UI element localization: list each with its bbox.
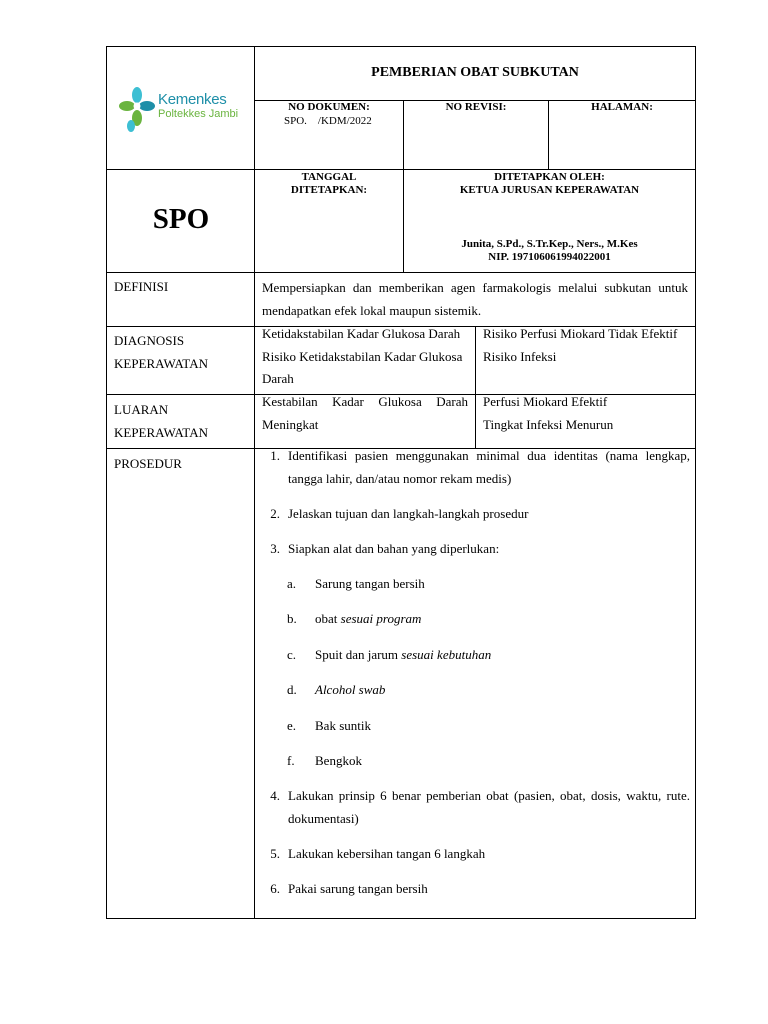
ditetapkan-line2: KETUA JURUSAN KEPERAWATAN [459,184,640,196]
diagnosis-item: Risiko Infeksi [483,348,557,364]
procedure-step [262,878,690,901]
luaran-label [114,399,208,444]
diagnosis-label-line2: KEPERAWATAN [114,355,208,371]
item-text: Bak suntik [315,718,371,733]
item-letter: d. [287,682,297,697]
step-number: 5. [270,846,280,861]
equipment-item [287,750,362,773]
step-number: 1. [270,448,280,463]
step-number: 2. [270,506,280,521]
item-text-italic: Alcohol swab [315,682,386,697]
step-number: 6. [270,881,280,896]
logo-subtitle: Poltekkes Jambi [158,108,239,120]
procedure-step [262,445,690,490]
row-divider [106,169,696,170]
procedure-step [262,843,690,866]
procedure-step [262,785,690,830]
signer-name: Junita, S.Pd., S.Tr.Kep., Ners., M.Kes [461,238,638,250]
item-letter: f. [287,753,295,768]
item-text-italic: sesuai kebutuhan [401,647,492,662]
item-letter: e. [287,718,297,733]
signer-block [404,238,695,264]
luaran-item: Perfusi Miokard Efektif [483,394,608,409]
no-revisi-label: NO REVISI: [445,101,507,113]
kemenkes-logo [118,84,243,136]
equipment-item [287,644,491,667]
step-text: Identifikasi pasien menggunakan minimal dua identitas (nama lengkap, tangga lahir, dan/atau nomor rekam medis) [288,448,690,486]
step-text: Siapkan alat dan bahan yang diperlukan: [288,541,500,556]
no-dokumen-value: SPO. /KDM/2022 [284,115,372,127]
document-title: PEMBERIAN OBAT SUBKUTAN [371,65,579,80]
diagnosis-item: Ketidakstabilan Kadar Glukosa Darah [262,326,461,341]
column-divider [475,326,476,448]
luaran-left: Kestabilan Kadar Glukosa Darah Meningkat [262,394,468,432]
step-text: Jelaskan tujuan dan langkah-langkah prosedur [288,506,529,521]
definisi-label: DEFINISI [114,279,169,294]
row-divider [106,272,696,273]
diagnosis-label-line1: DIAGNOSIS [114,333,185,348]
equipment-item [287,573,425,596]
step-number: 3. [270,541,280,556]
no-dokumen-label: NO DOKUMEN: [288,101,370,113]
procedure-step [262,503,690,526]
diagnosis-right [483,323,693,368]
luaran-item: Tingkat Infeksi Menurun [483,416,614,432]
procedure-step [262,538,690,561]
item-text: Spuit dan jarum [315,647,402,662]
diagnosis-item: Risiko Ketidakstabilan Kadar Glukosa Darah [262,348,463,386]
diagnosis-label [114,330,208,375]
item-letter: a. [287,576,297,591]
logo-brand: Kemenkes [158,91,227,108]
spo-label: SPO [152,203,210,235]
tanggal-label-line2: DITETAPKAN: [290,184,368,196]
halaman-label: HALAMAN: [591,101,653,113]
column-divider [254,46,255,919]
step-number: 4. [270,788,280,803]
luaran-right [483,391,693,436]
luaran-label-line1: LUARAN [114,402,169,417]
equipment-item [287,715,371,738]
kemenkes-flower-icon [118,86,156,134]
item-text: obat [315,611,341,626]
signer-nip: NIP. 197106061994022001 [488,251,611,263]
definisi-text: Mempersiapkan dan memberikan agen farmakologis melalui subkutan untuk mendapatkan efek lokal maupun sistemik. [262,280,688,318]
item-text: Bengkok [315,753,362,768]
item-text-italic: sesuai program [340,611,422,626]
step-text: Lakukan prinsip 6 benar pemberian obat (pasien, obat, dosis, waktu, rute. dokumentasi) [288,788,690,826]
diagnosis-item: Risiko Perfusi Miokard Tidak Efektif [483,326,678,341]
tanggal-label-line1: TANGGAL [301,171,357,183]
step-text: Pakai sarung tangan bersih [288,881,428,896]
equipment-item [287,608,421,631]
diagnosis-left [262,323,472,391]
item-letter: b. [287,611,297,626]
ditetapkan-line1: DITETAPKAN OLEH: [494,171,605,183]
item-text: Sarung tangan bersih [315,576,425,591]
ditetapkan-oleh [404,171,695,197]
luaran-label-line2: KEPERAWATAN [114,424,208,440]
prosedur-label: PROSEDUR [114,456,182,471]
tanggal-label [256,171,402,197]
item-letter: c. [287,647,297,662]
equipment-item [287,679,385,702]
step-text: Lakukan kebersihan tangan 6 langkah [288,846,486,861]
